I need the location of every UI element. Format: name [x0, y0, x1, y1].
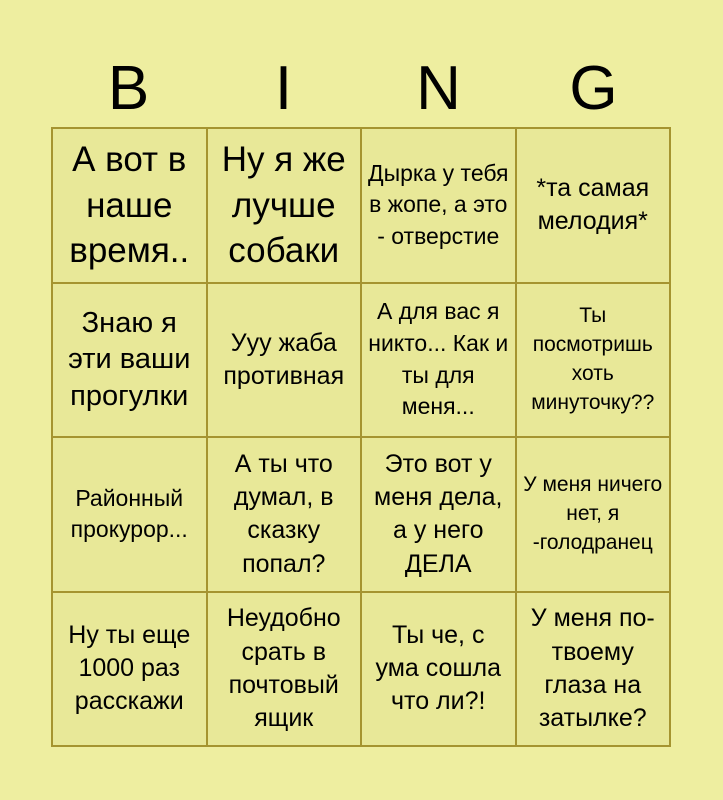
bingo-cell-r3c3[interactable]: Это вот у меня дела, а у него ДЕЛА	[361, 437, 516, 592]
header-letter-n: N	[416, 54, 461, 123]
bingo-cell-r3c1[interactable]: Районный прокурор...	[52, 437, 207, 592]
bingo-cell-r3c2[interactable]: А ты что думал, в сказку попал?	[207, 437, 362, 592]
header-letter-i: I	[274, 54, 293, 123]
bingo-cell-r4c3[interactable]: Ты че, с ума сошла что ли?!	[361, 592, 516, 747]
bingo-cell-r1c2[interactable]: Ну я же лучше собаки	[207, 128, 362, 283]
bingo-cell-r4c2[interactable]: Неудобно срать в почтовый ящик	[207, 592, 362, 747]
bingo-cell-r1c3[interactable]: Дырка у тебя в жопе, а это - отверстие	[361, 128, 516, 283]
bingo-cell-r4c4[interactable]: У меня по-твоему глаза на затылке?	[516, 592, 671, 747]
bingo-board	[51, 127, 671, 747]
bingo-cell-r2c1[interactable]: Знаю я эти ваши прогулки	[52, 283, 207, 438]
bingo-cell-r2c4[interactable]: Ты посмотришь хоть минуточку??	[516, 283, 671, 438]
header-letter-b: B	[107, 54, 150, 123]
bingo-cell-r4c1[interactable]: Ну ты еще 1000 раз расскажи	[52, 592, 207, 747]
bingo-cell-r3c4[interactable]: У меня ничего нет, я -голодранец	[516, 437, 671, 592]
bingo-cell-r1c4[interactable]: *та самая мелодия*	[516, 128, 671, 283]
bingo-header	[51, 50, 671, 128]
header-letter-g: G	[569, 54, 618, 123]
bingo-cell-r2c2[interactable]: Ууу жаба противная	[207, 283, 362, 438]
bingo-cell-r1c1[interactable]: А вот в наше время..	[52, 128, 207, 283]
bingo-cell-r2c3[interactable]: А для вас я никто... Как и ты для меня...	[361, 283, 516, 438]
